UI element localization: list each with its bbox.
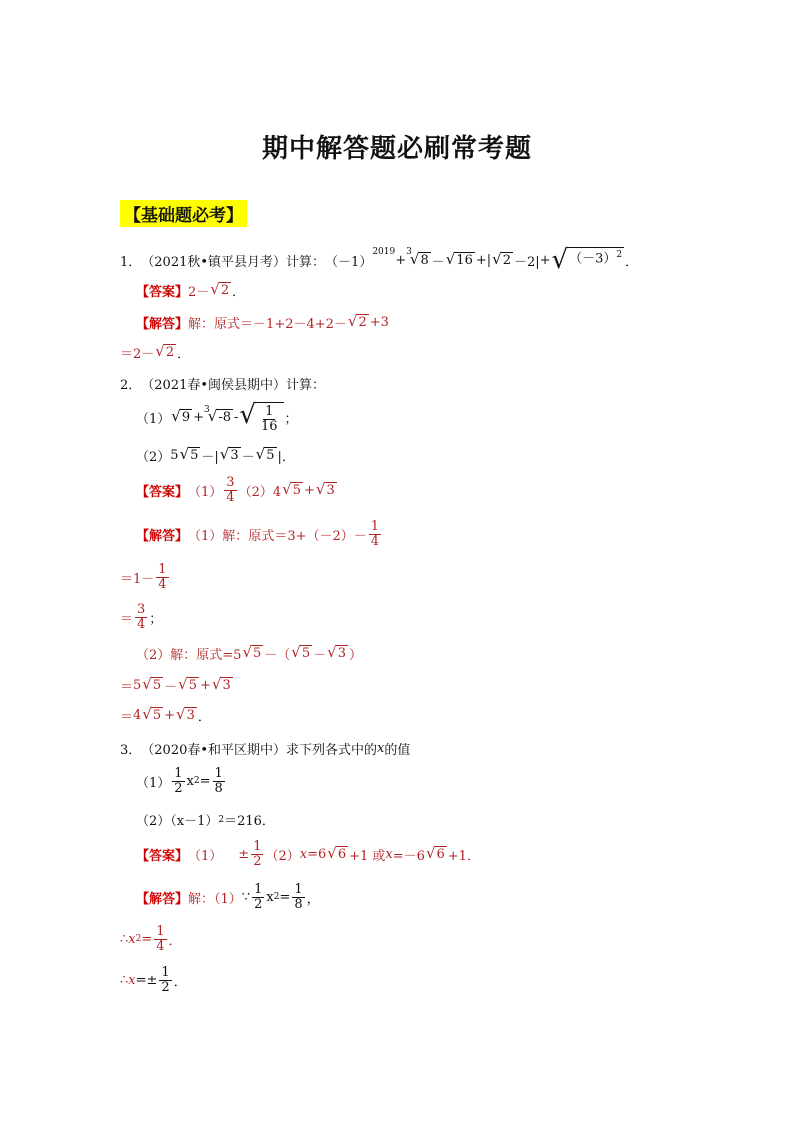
q2-part1-label: （1）	[136, 412, 171, 428]
q2-sol6-sqrt5: √ 5	[142, 705, 162, 724]
q3-x-square: 2	[193, 776, 200, 787]
q3-answer-eq2: =－6	[392, 848, 425, 864]
q1-abs-open: |	[486, 252, 492, 268]
q1-exponent: 2019	[372, 247, 396, 257]
equals-sign: ＝	[120, 611, 134, 627]
equals-sign: ＝	[120, 571, 134, 587]
q3-answer-fraction: $\frac{1}{2}$	[253, 839, 262, 869]
q2-sol5-coef: 5	[133, 678, 142, 693]
q2-abs-open: －|	[201, 450, 219, 465]
q3-answer-x2: x	[385, 846, 393, 862]
q1-plus: +	[395, 252, 407, 268]
q3-sol3-dot: ．	[173, 974, 187, 990]
q2-source: （2021春•闽侯县期中）计算：	[141, 378, 326, 393]
q2-sol6-end: ．	[197, 710, 211, 725]
q1-cuberoot-index: 3	[406, 247, 412, 257]
q3-number: 3．	[120, 743, 142, 758]
q2-solution3-fraction: $\frac{3}{4}$	[137, 602, 146, 632]
solution-label: 【解答】	[136, 528, 189, 544]
q1-cuberoot: √ 8	[409, 249, 429, 268]
q2-sol6-plus: +	[164, 708, 176, 723]
q2-answer-part2: （2）4	[238, 484, 282, 500]
solution-label: 【解答】	[136, 891, 189, 907]
q1-solution	[136, 313, 389, 332]
solution-label: 【解答】	[136, 317, 189, 332]
q2-solution-6	[120, 706, 211, 725]
q2-sol4-sqrt5: √ 5	[242, 643, 262, 662]
question-3	[120, 739, 410, 758]
q3-sol-fraction-eighth: $\frac{1}{8}$	[294, 882, 303, 912]
equals-sign: ＝	[120, 347, 134, 362]
q2-part-2	[136, 446, 295, 465]
q3-equals: =	[199, 773, 211, 789]
q2-number: 2．	[120, 378, 142, 393]
q3-sol3-x: x	[128, 972, 136, 988]
equals-sign: ＝	[120, 680, 134, 695]
q2-sol5-plus: +	[200, 678, 211, 693]
q2-solution-1	[136, 520, 383, 548]
q2-solution-2	[120, 563, 171, 591]
q3-variable: x	[377, 741, 385, 756]
q2-answer-fraction: $\frac{3}{4}$	[226, 475, 235, 505]
solution-jie: 解：	[222, 528, 249, 544]
q3-sol3-equals-pm: =±	[135, 972, 158, 988]
page-title: 期中解答题必刷常考题	[261, 134, 532, 164]
answer-label: 【答案】	[136, 848, 189, 864]
q1-answer	[136, 281, 245, 300]
q2-minus: -	[234, 410, 239, 426]
solution-yuanshi: 原式＝	[248, 528, 288, 544]
q2-solution-5	[120, 676, 234, 695]
q2-solution4-text: （2）解：原式=5	[136, 648, 242, 663]
q3-solution-2	[120, 925, 182, 953]
q2-solution2-text: 1－	[133, 571, 155, 587]
q3-fraction-eighth: $\frac{1}{8}$	[214, 766, 223, 796]
q2-part-1	[136, 402, 298, 433]
q3-sol-comma: ，	[306, 891, 320, 907]
q2-cuberoot-neg8: √ -8	[207, 407, 231, 426]
q1-source: （2021秋•镇平县月考）计算：	[141, 254, 326, 270]
q2-sol6-sqrt3: √ 3	[176, 705, 195, 724]
q1-plus-3: +	[539, 252, 551, 268]
q1-number: 1．	[120, 254, 142, 270]
q1-plus-2: +	[475, 252, 487, 268]
q2-part2-label: （2）	[136, 450, 171, 465]
q1-answer-end: ．	[232, 285, 246, 300]
q2-sol4-minus: －	[313, 648, 327, 663]
q2-solution-4	[136, 644, 362, 663]
q2-abs-close: |．	[277, 450, 295, 465]
q2-dash: －	[241, 450, 255, 465]
q2-sol4-end: ）	[349, 648, 363, 663]
q2-sqrt-fraction: √ $\frac{1}{16}$	[239, 402, 283, 433]
q3-sol-x: x	[266, 889, 274, 905]
answer-label: 【答案】	[136, 484, 189, 500]
q3-source: （2020春•和平区期中）求下列各式中的	[141, 743, 378, 758]
q1-solution2-end: ．	[177, 347, 191, 362]
q2-solution2-fraction: $\frac{1}{4}$	[158, 562, 167, 592]
q1-answer-text: 2－	[188, 285, 210, 300]
q3-answer-sqrt6: √ 6	[327, 843, 347, 862]
q2-solution1-text: 3+（－2）－	[287, 528, 367, 544]
q3-part2-text: （2）（x－1）	[136, 814, 219, 829]
q1-solution2-text: 2－	[133, 347, 155, 362]
q3-source-end: 的值	[384, 743, 411, 758]
q3-fraction-half: $\frac{1}{2}$	[174, 766, 183, 796]
q3-answer-part1: （1）	[188, 848, 223, 864]
therefore-symbol: ∴	[120, 972, 129, 988]
q2-sol5-minus: －	[164, 680, 178, 695]
q3-sol2-square: 2	[135, 934, 142, 945]
q3-sol2-x: x	[128, 931, 136, 947]
q2-sol4-sqrt3: √ 3	[327, 643, 346, 662]
q3-solution-lead: 解：（1）	[188, 891, 242, 907]
solution-jie: 解：	[188, 317, 215, 332]
q3-answer-part2: （2）	[265, 848, 300, 864]
q2-sqrt9: √ 9	[171, 407, 191, 426]
q1-sqrt2: √ 2	[492, 249, 511, 268]
q3-sol-equals: =	[279, 889, 291, 905]
question-1	[120, 247, 638, 273]
q3-sol3-fraction: $\frac{1}{2}$	[161, 965, 170, 995]
therefore-symbol: ∴	[120, 931, 129, 947]
q3-sol2-equals: =	[141, 931, 153, 947]
q3-answer-pm: ±	[238, 846, 250, 862]
q3-answer-or: +1 或	[349, 848, 386, 864]
q2-answer-plus: +	[303, 482, 315, 498]
q2-sol4-sqrt5-b: √ 5	[291, 643, 311, 662]
q3-sol2-fraction: $\frac{1}{4}$	[156, 924, 165, 954]
q3-sol-fraction-half: $\frac{1}{2}$	[254, 882, 263, 912]
q1-sqrt16: √ 16	[445, 249, 473, 268]
q2-semicolon: ；	[284, 412, 298, 428]
q2-coef-5: 5	[170, 448, 179, 463]
q1-answer-sqrt2: √ 2	[210, 280, 230, 299]
q2-answer-sqrt5: √ 5	[282, 479, 301, 498]
q2-solution1-lead: （1）	[188, 528, 223, 544]
q3-part2-square: 2	[218, 814, 225, 825]
q1-end: ．	[625, 254, 639, 270]
q2-cuberoot-index: 3	[204, 404, 210, 415]
q1-solution2-sqrt2: √ 2	[155, 342, 175, 361]
q3-sol-square: 2	[273, 892, 280, 903]
q2-solution-3	[120, 603, 162, 631]
q3-part-2	[136, 810, 275, 829]
q1-abs-close: －2|	[513, 254, 540, 270]
q3-solution-1	[136, 883, 320, 911]
q2-solution1-fraction: $\frac{1}{4}$	[370, 519, 380, 549]
q3-answer-sqrt6-b: √ 6	[425, 843, 445, 862]
q2-sqrt5: √ 5	[179, 445, 199, 464]
q3-part1-label: （1）	[136, 775, 171, 791]
q3-answer	[136, 840, 480, 868]
q1-sqrt-neg3-sq: √ $(-3)^2$	[551, 245, 623, 275]
q2-sqrt5-b: √ 5	[255, 445, 275, 464]
question-2	[120, 374, 325, 393]
q3-solution-3	[120, 966, 187, 994]
q1-solution-tail: +3	[369, 315, 389, 330]
q3-x: x	[186, 773, 194, 789]
q3-part2-end: ＝216．	[224, 814, 275, 829]
q1-solution-sqrt2: √ 2	[347, 312, 367, 331]
q2-sol5-sqrt5: √ 5	[142, 675, 162, 694]
q3-sol2-dot: ．	[168, 933, 182, 949]
q3-part-1	[136, 767, 227, 795]
q1-solution-2	[120, 343, 190, 362]
q1-solution-text: －1+2－4+2－	[253, 317, 347, 332]
q1-term-a: （－1）	[325, 254, 373, 270]
section-heading: 【基础题必考】	[120, 200, 247, 227]
q2-sol6-coef: 4	[133, 708, 142, 723]
answer-label: 【答案】	[136, 285, 189, 300]
q2-solution3-semicolon: ；	[149, 611, 163, 627]
q2-plus: +	[193, 410, 205, 426]
equals-sign: ＝	[120, 710, 134, 725]
q3-answer-eq1: =6	[307, 846, 327, 862]
q2-answer-part1: （1）	[188, 484, 223, 500]
q2-sol5-sqrt3: √ 3	[211, 675, 231, 694]
q3-answer-x: x	[299, 846, 308, 862]
q2-sqrt3: √ 3	[219, 445, 239, 464]
q2-answer-sqrt3: √ 3	[315, 479, 335, 498]
because-symbol: ∵	[241, 889, 251, 905]
q2-sol4-mid: －（	[264, 648, 291, 663]
q2-answer	[136, 476, 338, 504]
q3-answer-end: +1．	[447, 848, 480, 864]
q1-minus: －	[431, 254, 445, 270]
solution-yuanshi: 原式＝	[214, 317, 254, 332]
q2-sol5-sqrt5-b: √ 5	[178, 675, 197, 694]
